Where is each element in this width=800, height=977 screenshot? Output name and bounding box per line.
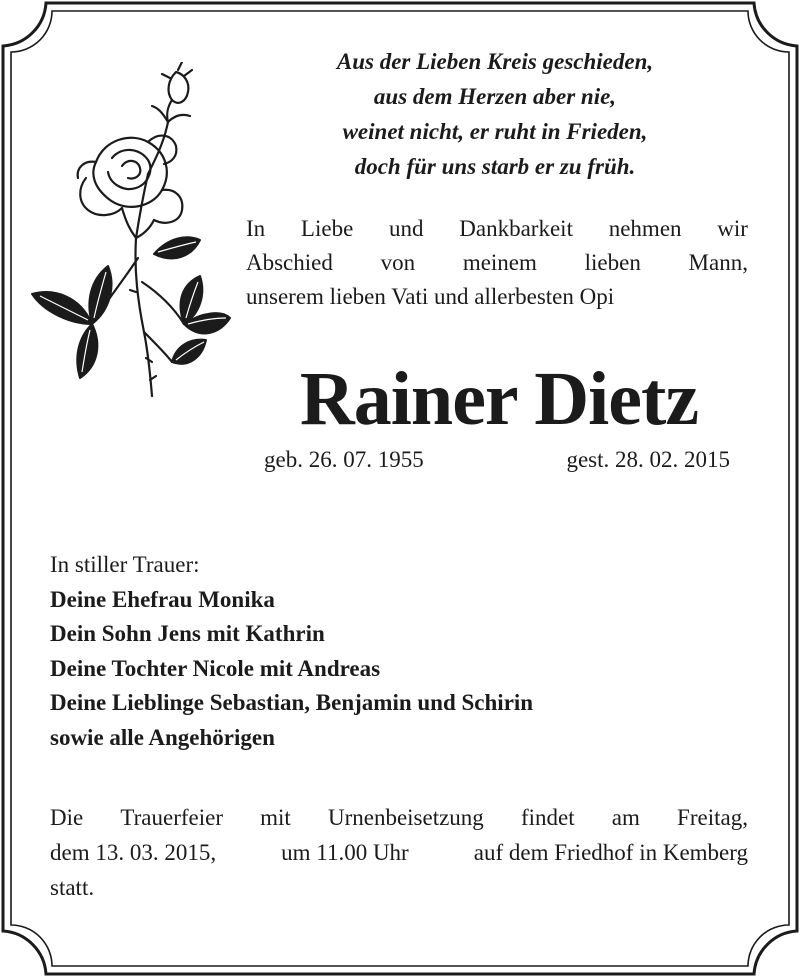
intro-word: und (389, 216, 424, 241)
mourners-heading: In stiller Trauer: (50, 552, 200, 577)
service-word: Freitag, (677, 805, 748, 830)
poem-line: doch für uns starb er zu früh. (354, 154, 636, 179)
intro-word: Abschied (246, 250, 333, 275)
service-word: Trauerfeier (120, 805, 223, 830)
mourner-entry: Dein Sohn Jens mit Kathrin (50, 621, 325, 646)
poem-line: Aus der Lieben Kreis geschieden, (336, 49, 654, 74)
service-word: mit (260, 805, 291, 830)
service-phrase: auf dem Friedhof in Kemberg (473, 840, 748, 865)
service-phrase: um 11.00 Uhr (281, 840, 409, 865)
mourner-entry: Deine Tochter Nicole mit Andreas (50, 655, 381, 681)
mourner-entry: Deine Ehefrau Monika (50, 586, 275, 612)
service-word: am (611, 805, 640, 830)
intro-line-3: unserem lieben Vati und allerbesten Opi (246, 284, 615, 309)
service-line-2 (50, 835, 748, 870)
service-word: Die (50, 805, 84, 830)
service-line-1 (50, 800, 748, 835)
intro-word: lieben (584, 250, 641, 275)
life-dates (264, 444, 730, 476)
mourners-list (50, 548, 750, 755)
poem-line: aus dem Herzen aber nie, (373, 84, 617, 109)
death-date: gest. 28. 02. 2015 (566, 447, 730, 472)
poem-line: weinet nicht, er ruht in Frieden, (342, 119, 648, 144)
mourner-entry: Deine Lieblinge Sebastian, Benjamin und Schirin (50, 690, 534, 715)
farewell-intro (246, 212, 748, 314)
intro-word: Liebe (300, 216, 354, 241)
intro-word: nehmen (608, 216, 682, 241)
intro-line-1 (246, 212, 748, 246)
birth-date: geb. 26. 07. 1955 (264, 447, 424, 472)
mourner-entry: sowie alle Angehörigen (50, 724, 275, 750)
intro-word: von (380, 250, 416, 275)
deceased-name: Rainer Dietz (299, 357, 699, 441)
intro-word: In (246, 216, 266, 241)
service-word: Urnenbeisetzung (327, 805, 484, 830)
service-phrase: dem 13. 03. 2015, (50, 840, 217, 865)
rose-icon (26, 62, 231, 402)
service-word: findet (520, 805, 575, 830)
service-line-3: statt. (50, 875, 95, 900)
intro-word: meinem (462, 250, 537, 275)
intro-word: Mann, (688, 250, 748, 275)
intro-line-2 (246, 246, 748, 280)
funeral-service-notice (50, 800, 748, 905)
intro-word: Dankbarkeit (459, 216, 573, 241)
memorial-poem (250, 44, 740, 184)
intro-word: wir (717, 216, 748, 241)
